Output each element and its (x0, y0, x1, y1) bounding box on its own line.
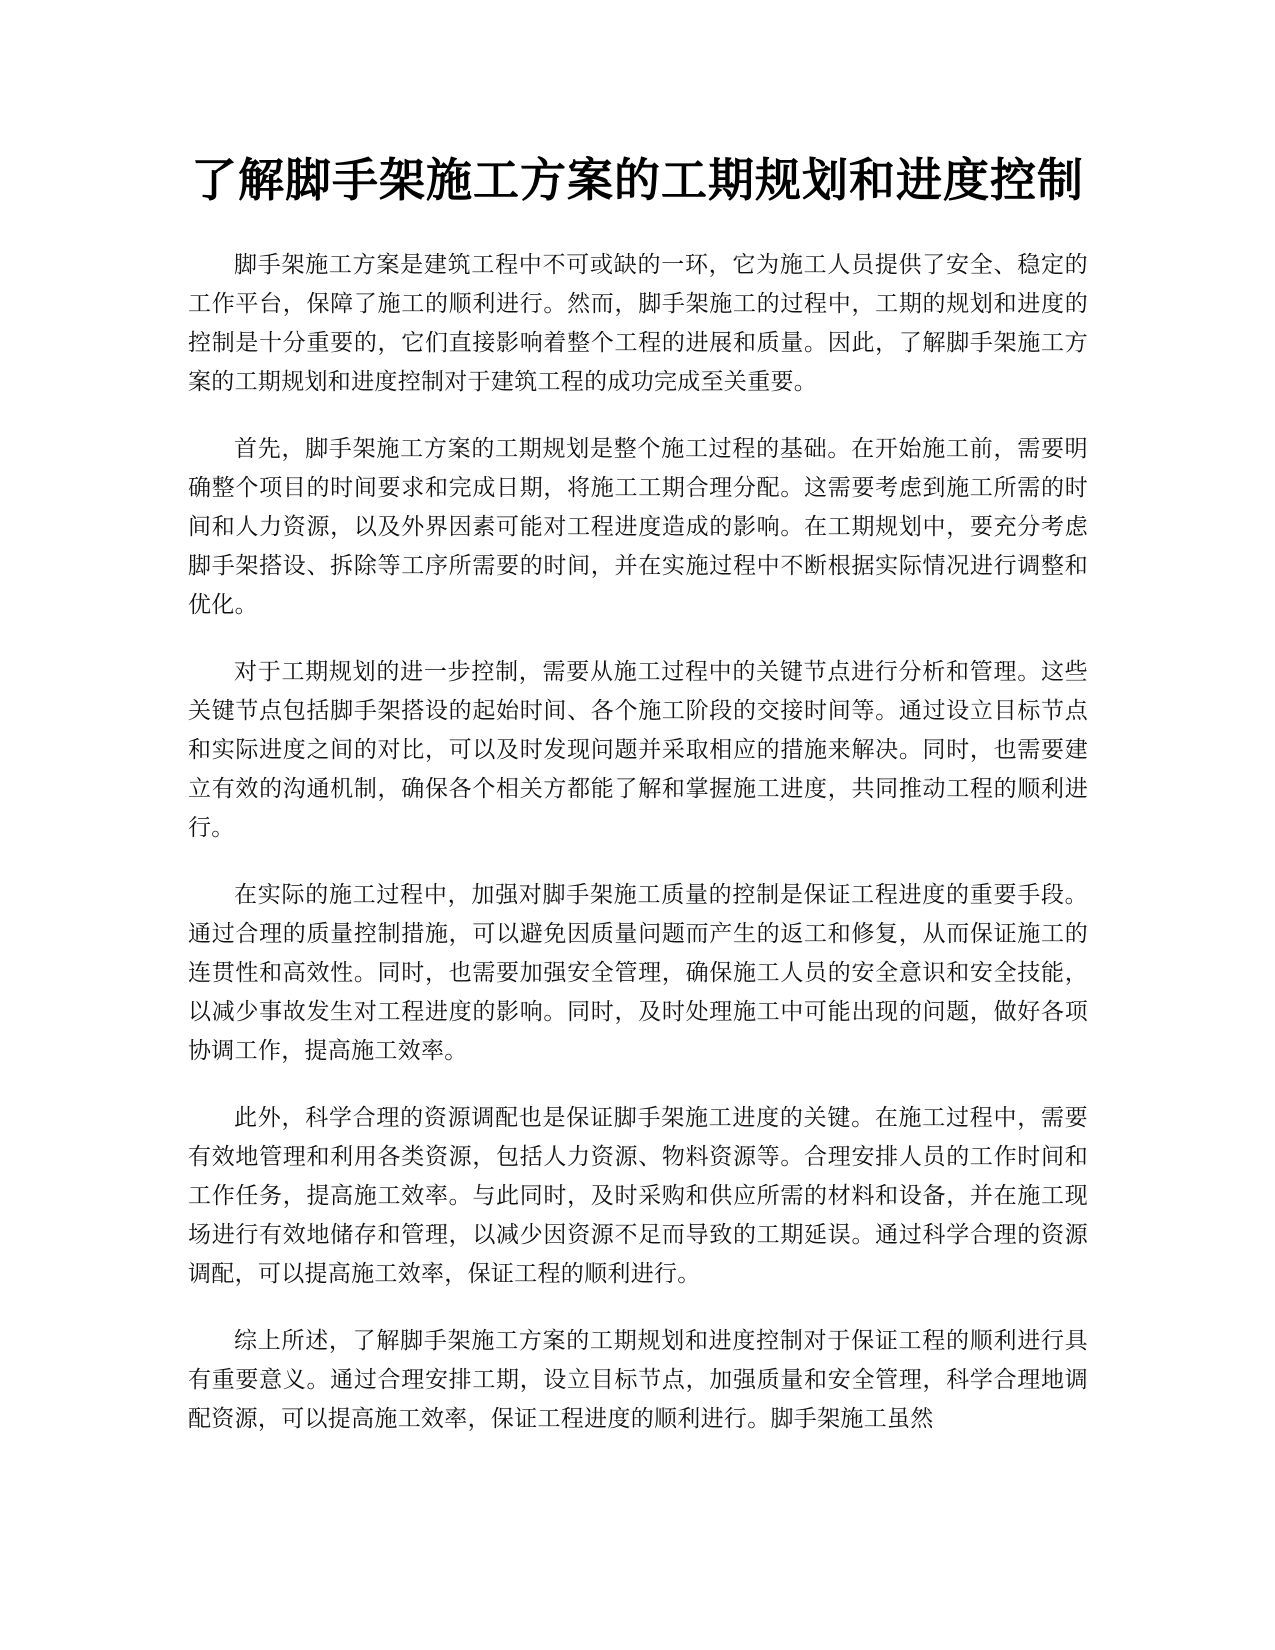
paragraph-3: 对于工期规划的进一步控制，需要从施工过程中的关键节点进行分析和管理。这些关键节点包括脚手架搭设的起始时间、各个施工阶段的交接时间等。通过设立目标节点和实际进度之间的对比，可以及时发现问题并采取相应的措施来解决。同时，也需要建立有效的沟通机制，确保各个相关方都能了解和掌握施工进度，共同推动工程的顺利进行。 (188, 659, 1088, 841)
paragraph-2: 首先，脚手架施工方案的工期规划是整个施工过程的基础。在开始施工前，需要明确整个项目的时间要求和完成日期，将施工工期合理分配。这需要考虑到施工所需的时间和人力资源，以及外界因素可能对工程进度造成的影响。在工期规划中，要充分考虑脚手架搭设、拆除等工序所需要的时间，并在实施过程中不断根据实际情况进行调整和优化。 (188, 436, 1088, 618)
paragraph-6: 综上所述，了解脚手架施工方案的工期规划和进度控制对于保证工程的顺利进行具有重要意义。通过合理安排工期，设立目标节点，加强质量和安全管理，科学合理地调配资源，可以提高施工效率，保证工程进度的顺利进行。脚手架施工虽然 (188, 1328, 1088, 1432)
paragraph-4: 在实际的施工过程中，加强对脚手架施工质量的控制是保证工程进度的重要手段。通过合理的质量控制措施，可以避免因质量问题而产生的返工和修复，从而保证施工的连贯性和高效性。同时，也需要加强安全管理，确保施工人员的安全意识和安全技能，以减少事故发生对工程进度的影响。同时，及时处理施工中可能出现的问题，做好各项协调工作，提高施工效率。 (188, 882, 1088, 1064)
document-title: 了解脚手架施工方案的工期规划和进度控制 (191, 153, 1084, 207)
paragraph-1: 脚手架施工方案是建筑工程中不可或缺的一环，它为施工人员提供了安全、稳定的工作平台，保障了施工的顺利进行。然而，脚手架施工的过程中，工期的规划和进度的控制是十分重要的，它们直接影响着整个工程的进展和质量。因此，了解脚手架施工方案的工期规划和进度控制对于建筑工程的成功完成至关重要。 (188, 252, 1088, 395)
document-body (188, 246, 1088, 1467)
paragraph-5: 此外，科学合理的资源调配也是保证脚手架施工进度的关键。在施工过程中，需要有效地管理和利用各类资源，包括人力资源、物料资源等。合理安排人员的工作时间和工作任务，提高施工效率。与此同时，及时采购和供应所需的材料和设备，并在施工现场进行有效地储存和管理，以减少因资源不足而导致的工期延误。通过科学合理的资源调配，可以提高施工效率，保证工程的顺利进行。 (188, 1105, 1088, 1287)
